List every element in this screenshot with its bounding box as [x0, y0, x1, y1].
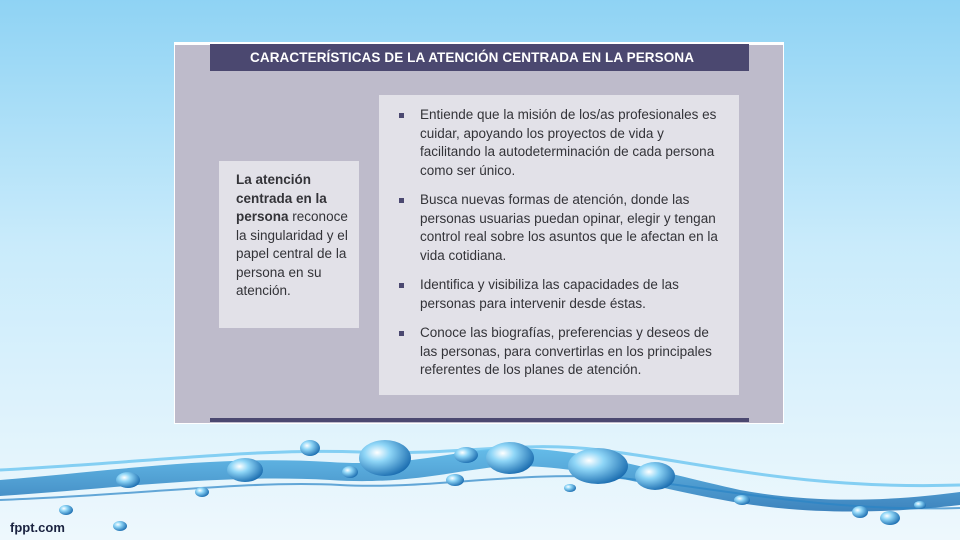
list-item-text: Busca nuevas formas de atención, donde las personas usuarias puedan opinar, elegir y tengan control real sobre los asuntos que le afectan en la vida cotidiana.: [420, 192, 718, 263]
square-bullet-icon: [399, 198, 404, 203]
brand-label: fppt.com: [10, 520, 65, 535]
list-item: [399, 324, 727, 380]
list-item: [399, 106, 727, 180]
bottom-rule: [210, 418, 749, 422]
list-item: [399, 191, 727, 265]
list-item-text: Identifica y visibiliza las capacidades de las personas para intervenir desde éstas.: [420, 277, 679, 311]
list-item: [399, 276, 727, 313]
definition-text: reconoce la singularidad y el papel central de la persona en su atención.: [236, 209, 348, 298]
square-bullet-icon: [399, 113, 404, 118]
square-bullet-icon: [399, 283, 404, 288]
definition-bold-text: La atención centrada en la persona: [236, 172, 327, 224]
list-item-text: Entiende que la misión de los/as profesionales es cuidar, apoyando los proyectos de vida y facilitando la autodeterminación de cada persona como ser único.: [420, 107, 717, 178]
characteristics-list: [379, 95, 739, 395]
slide-title: CARACTERÍSTICAS DE LA ATENCIÓN CENTRADA EN LA PERSONA: [210, 44, 749, 71]
definition-box: [219, 161, 359, 328]
list-item-text: Conoce las biografías, preferencias y deseos de las personas, para convertirlas en los principales referentes de los planes de atención.: [420, 325, 712, 377]
square-bullet-icon: [399, 331, 404, 336]
